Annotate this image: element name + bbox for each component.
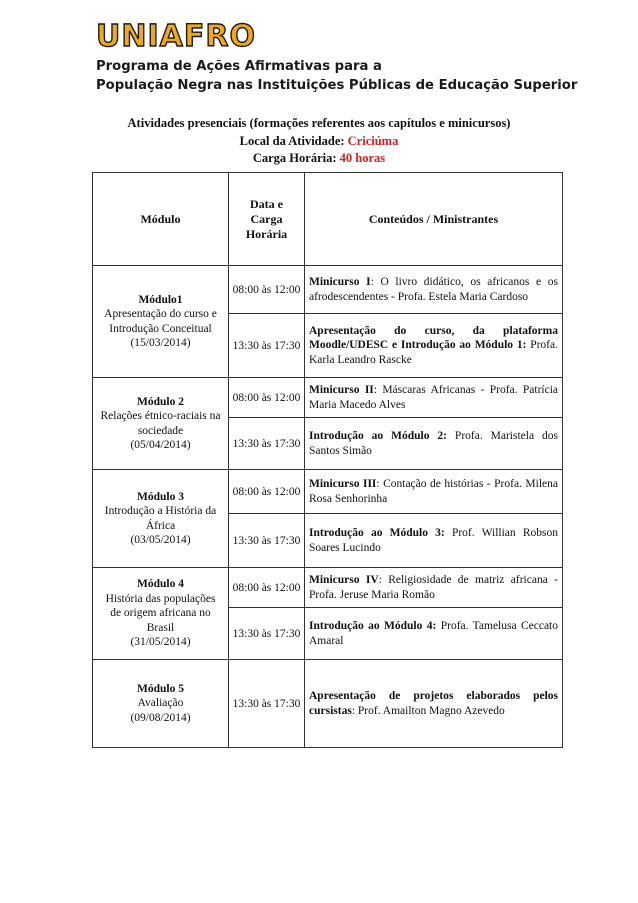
module-cell: Módulo1 Apresentação do curso e Introdução Conceitual (15/03/2014) bbox=[93, 266, 229, 378]
session-content: Minicurso IV: Religiosidade de matriz africana - Profa. Jeruse Maria Romão bbox=[305, 568, 563, 608]
session-content: Introdução ao Módulo 3: Prof. Willian Robson Soares Lucindo bbox=[305, 514, 563, 568]
logo-subtitle-line2: População Negra nas Instituições Públicas de Educação Superior bbox=[96, 78, 578, 93]
session-time: 13:30 às 17:30 bbox=[229, 514, 305, 568]
header-conteudos: Conteúdos / Ministrantes bbox=[305, 173, 563, 266]
table-row bbox=[93, 568, 563, 608]
session-content: Introdução ao Módulo 2: Profa. Maristela dos Santos Simão bbox=[305, 418, 563, 470]
session-content: Minicurso I: O livro didático, os africanos e os afrodescendentes - Profa. Estela Maria Cardoso bbox=[305, 266, 563, 314]
session-time: 13:30 às 17:30 bbox=[229, 418, 305, 470]
session-content: Introdução ao Módulo 4: Profa. Tamelusa Ceccato Amaral bbox=[305, 608, 563, 660]
session-time: 08:00 às 12:00 bbox=[229, 378, 305, 418]
session-time: 08:00 às 12:00 bbox=[229, 568, 305, 608]
uniafro-logo bbox=[96, 19, 578, 95]
carga-value: 40 horas bbox=[339, 151, 386, 165]
session-time: 08:00 às 12:00 bbox=[229, 266, 305, 314]
session-time: 13:30 às 17:30 bbox=[229, 660, 305, 748]
session-content: Minicurso II: Máscaras Africanas - Profa. Patrícia Maria Macedo Alves bbox=[305, 378, 563, 418]
session-time: 08:00 às 12:00 bbox=[229, 470, 305, 514]
module-cell: Módulo 4 História das populações de origem africana no Brasil (31/05/2014) bbox=[93, 568, 229, 660]
table-row bbox=[93, 660, 563, 748]
table-row bbox=[93, 470, 563, 514]
header-modulo: Módulo bbox=[93, 173, 229, 266]
local-value: Criciúma bbox=[347, 133, 399, 148]
session-time: 13:30 às 17:30 bbox=[229, 608, 305, 660]
module-cell: Módulo 2 Relações étnico-raciais na sociedade (05/04/2014) bbox=[93, 378, 229, 470]
session-time: 13:30 às 17:30 bbox=[229, 314, 305, 378]
table-row bbox=[93, 266, 563, 314]
schedule-table bbox=[92, 172, 563, 748]
document-heading bbox=[0, 115, 638, 168]
table-row bbox=[93, 378, 563, 418]
session-content: Apresentação do curso, da plataforma Moodle/UDESC e Introdução ao Módulo 1: Profa. Karla Leandro Rascke bbox=[305, 314, 563, 378]
heading-title: Atividades presenciais (formações referentes aos capítulos e minicursos) bbox=[127, 116, 511, 130]
session-content: Minicurso III: Contação de histórias - Profa. Milena Rosa Senhorinha bbox=[305, 470, 563, 514]
table-header-row bbox=[93, 173, 563, 266]
session-content: Apresentação de projetos elaborados pelos cursistas: Prof. Amailton Magno Azevedo bbox=[305, 660, 563, 748]
module-cell: Módulo 3 Introdução a História da África (03/05/2014) bbox=[93, 470, 229, 568]
logo-subtitle-line1: Programa de Ações Afirmativas para a bbox=[96, 59, 382, 74]
heading-carga: Carga Horária: 40 horas bbox=[252, 151, 386, 165]
logo-wordmark: UNIAFRO bbox=[96, 19, 256, 54]
heading-local: Local da Atividade: Criciúma bbox=[239, 133, 399, 148]
header-data: Data e Carga Horária bbox=[229, 173, 305, 266]
module-cell: Módulo 5 Avaliação (09/08/2014) bbox=[93, 660, 229, 748]
